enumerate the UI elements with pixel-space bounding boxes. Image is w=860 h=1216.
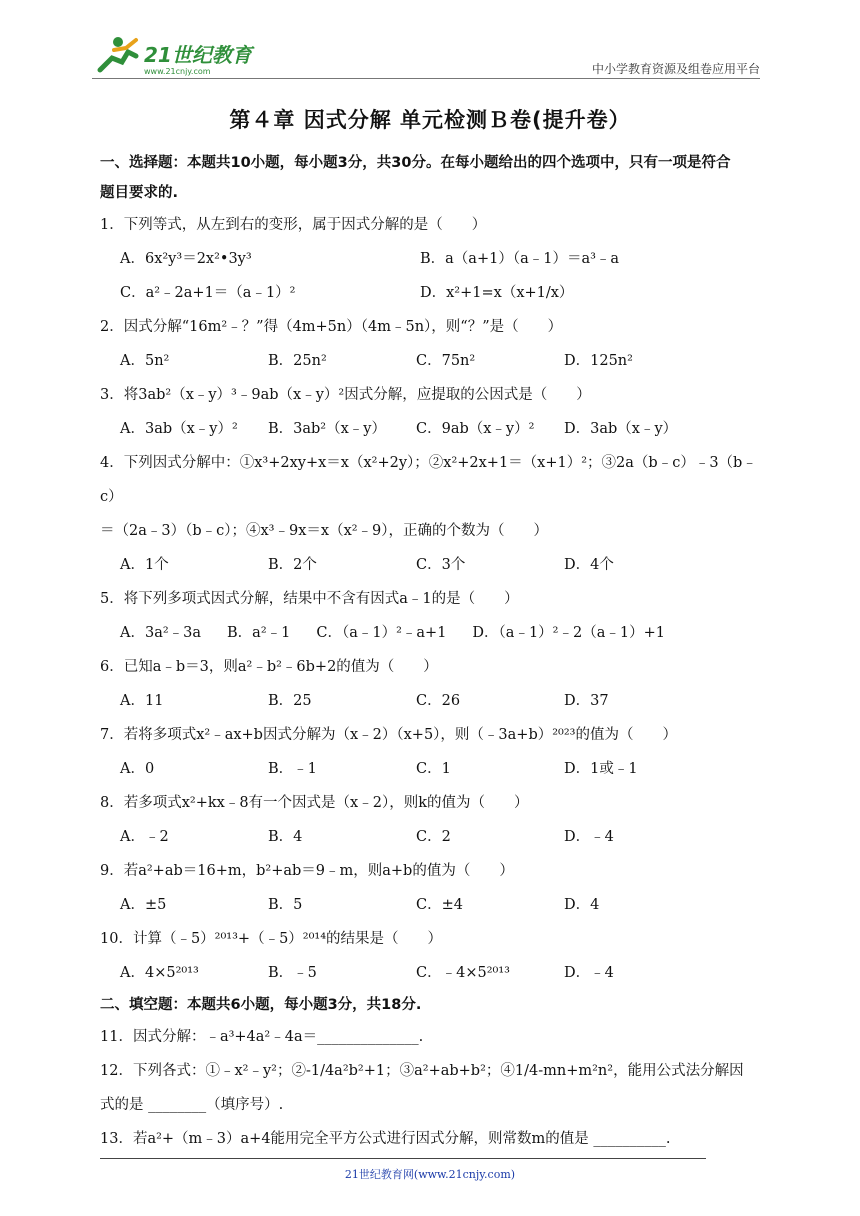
q12-stem-line1: 12．下列各式：①﹣x²﹣y²；②-1/4a²b²+1；③a²+ab+b²；④1/4-mn+m²n²，能用公式法分解因 <box>100 1063 744 1079</box>
q8-stem: 8．若多项式x²+kx﹣8有一个因式是（x﹣2），则k的值为（ ） <box>100 795 529 811</box>
q7-option-d: D．1或﹣1 <box>564 761 638 777</box>
q1-options-row2 <box>100 276 760 310</box>
q3-option-d: D．3ab（x﹣y） <box>564 421 678 437</box>
q8-option-c: C．2 <box>416 829 451 845</box>
q7-stem: 7．若将多项式x²﹣ax+b因式分解为（x﹣2）（x+5），则（﹣3a+b）²⁰²³的值为（ ） <box>100 727 677 743</box>
q1-stem: 1．下列等式，从左到右的变形，属于因式分解的是（ ） <box>100 217 487 233</box>
q3-option-c: C．9ab（x﹣y）² <box>416 421 535 437</box>
q5-option-c: C．（a﹣1）²﹣a+1 <box>316 625 447 641</box>
q13-stem: 13．若a²+（m﹣3）a+4能用完全平方公式进行因式分解，则常数m的值是 __________. <box>100 1131 671 1147</box>
q2-option-b: B．25n² <box>268 353 327 369</box>
q3-option-b: B．3ab²（x﹣y） <box>268 421 386 437</box>
q1-options-row1 <box>100 242 760 276</box>
q4-option-c: C．3个 <box>416 557 466 573</box>
svg-text:www.21cnjy.com: www.21cnjy.com <box>144 67 211 76</box>
logo <box>92 30 272 80</box>
q10-option-a: A．4×5²⁰¹³ <box>120 965 199 981</box>
page-title: 第４章 因式分解 单元检测Ｂ卷(提升卷） <box>229 108 631 132</box>
q10-option-b: B．﹣5 <box>268 965 317 981</box>
svg-text:21世纪教育: 21世纪教育 <box>144 43 252 67</box>
footer-divider <box>100 1158 706 1159</box>
platform-label: 中小学教育资源及组卷应用平台 <box>591 62 760 76</box>
q6-option-b: B．25 <box>268 693 312 709</box>
q4-options <box>100 548 760 582</box>
header-divider <box>92 78 760 79</box>
q7-option-b: B．﹣1 <box>268 761 317 777</box>
q9-stem: 9．若a²+ab＝16+m，b²+ab＝9﹣m，则a+b的值为（ ） <box>100 863 514 879</box>
runner-logo-icon <box>92 30 272 80</box>
q3-stem: 3．将3ab²（x﹣y）³﹣9ab（x﹣y）²因式分解，应提取的公因式是（ ） <box>100 387 591 403</box>
page-header <box>92 30 760 82</box>
q6-options <box>100 684 760 718</box>
q7-options <box>100 752 760 786</box>
q3-options <box>100 412 760 446</box>
q10-option-c: C．﹣4×5²⁰¹³ <box>416 965 510 981</box>
q12-stem-line2: 式的是 ________（填序号）. <box>100 1097 284 1113</box>
q4-option-d: D．4个 <box>564 557 614 573</box>
q9-option-a: A．±5 <box>120 897 167 913</box>
q2-options <box>100 344 760 378</box>
q10-options <box>100 956 760 990</box>
q1-option-a: A．6x²y³＝2x²•3y³ <box>120 251 252 267</box>
q6-option-d: D．37 <box>564 693 609 709</box>
q8-option-b: B．4 <box>268 829 303 845</box>
q10-option-d: D．﹣4 <box>564 965 614 981</box>
section1-heading-line2: 题目要求的. <box>100 185 179 201</box>
q8-options <box>100 820 760 854</box>
q5-stem: 5．将下列多项式因式分解，结果中不含有因式a﹣1的是（ ） <box>100 591 519 607</box>
exam-content <box>100 148 760 1156</box>
q1-option-b: B．a（a+1）（a﹣1）＝a³﹣a <box>420 251 620 267</box>
q6-option-c: C．26 <box>416 693 461 709</box>
q5-option-d: D．（a﹣1）²﹣2（a﹣1）+1 <box>472 625 665 641</box>
q2-option-a: A．5n² <box>120 353 170 369</box>
q9-option-d: D．4 <box>564 897 600 913</box>
q5-option-b: B．a²﹣1 <box>227 625 291 641</box>
q6-option-a: A．11 <box>120 693 164 709</box>
q2-option-c: C．75n² <box>416 353 476 369</box>
q1-option-c: C．a²﹣2a+1＝（a﹣1）² <box>120 285 296 301</box>
section1-heading-line1: 一、选择题：本题共10小题，每小题3分，共30分。在每小题给出的四个选项中，只有一项是符合 <box>100 155 731 171</box>
q2-option-d: D．125n² <box>564 353 633 369</box>
q3-option-a: A．3ab（x﹣y）² <box>120 421 238 437</box>
q1-option-d: D．x²+1=x（x+1/x） <box>420 285 574 301</box>
q7-option-a: A．0 <box>120 761 155 777</box>
q9-option-c: C．±4 <box>416 897 463 913</box>
q4-option-a: A．1个 <box>120 557 169 573</box>
q9-option-b: B．5 <box>268 897 303 913</box>
q11-stem: 11．因式分解：﹣a³+4a²﹣4a＝______________. <box>100 1029 424 1045</box>
q8-option-a: A．﹣2 <box>120 829 169 845</box>
footer-link[interactable]: 21世纪教育网(www.21cnjy.com) <box>344 1168 516 1181</box>
q8-option-d: D．﹣4 <box>564 829 614 845</box>
q10-stem: 10．计算（﹣5）²⁰¹³+（﹣5）²⁰¹⁴的结果是（ ） <box>100 931 443 947</box>
q6-stem: 6．已知a﹣b＝3，则a²﹣b²﹣6b+2的值为（ ） <box>100 659 438 675</box>
q4-stem-line2: ＝（2a﹣3）（b﹣c）；④x³﹣9x＝x（x²﹣9），正确的个数为（ ） <box>100 523 549 539</box>
q9-options <box>100 888 760 922</box>
q2-stem: 2．因式分解“16m²﹣？”得（4m+5n）（4m﹣5n），则“？”是（ ） <box>100 319 563 335</box>
q4-option-b: B．2个 <box>268 557 317 573</box>
q7-option-c: C．1 <box>416 761 451 777</box>
q4-stem-line1: 4．下列因式分解中：①x³+2xy+x＝x（x²+2y）；②x²+2x+1＝（x+1）²；③2a（b﹣c）﹣3（b﹣c） <box>100 455 757 505</box>
q5-option-a: A．3a²﹣3a <box>120 625 202 641</box>
q5-options <box>100 616 760 650</box>
section2-heading: 二、填空题：本题共6小题，每小题3分，共18分. <box>100 997 422 1013</box>
